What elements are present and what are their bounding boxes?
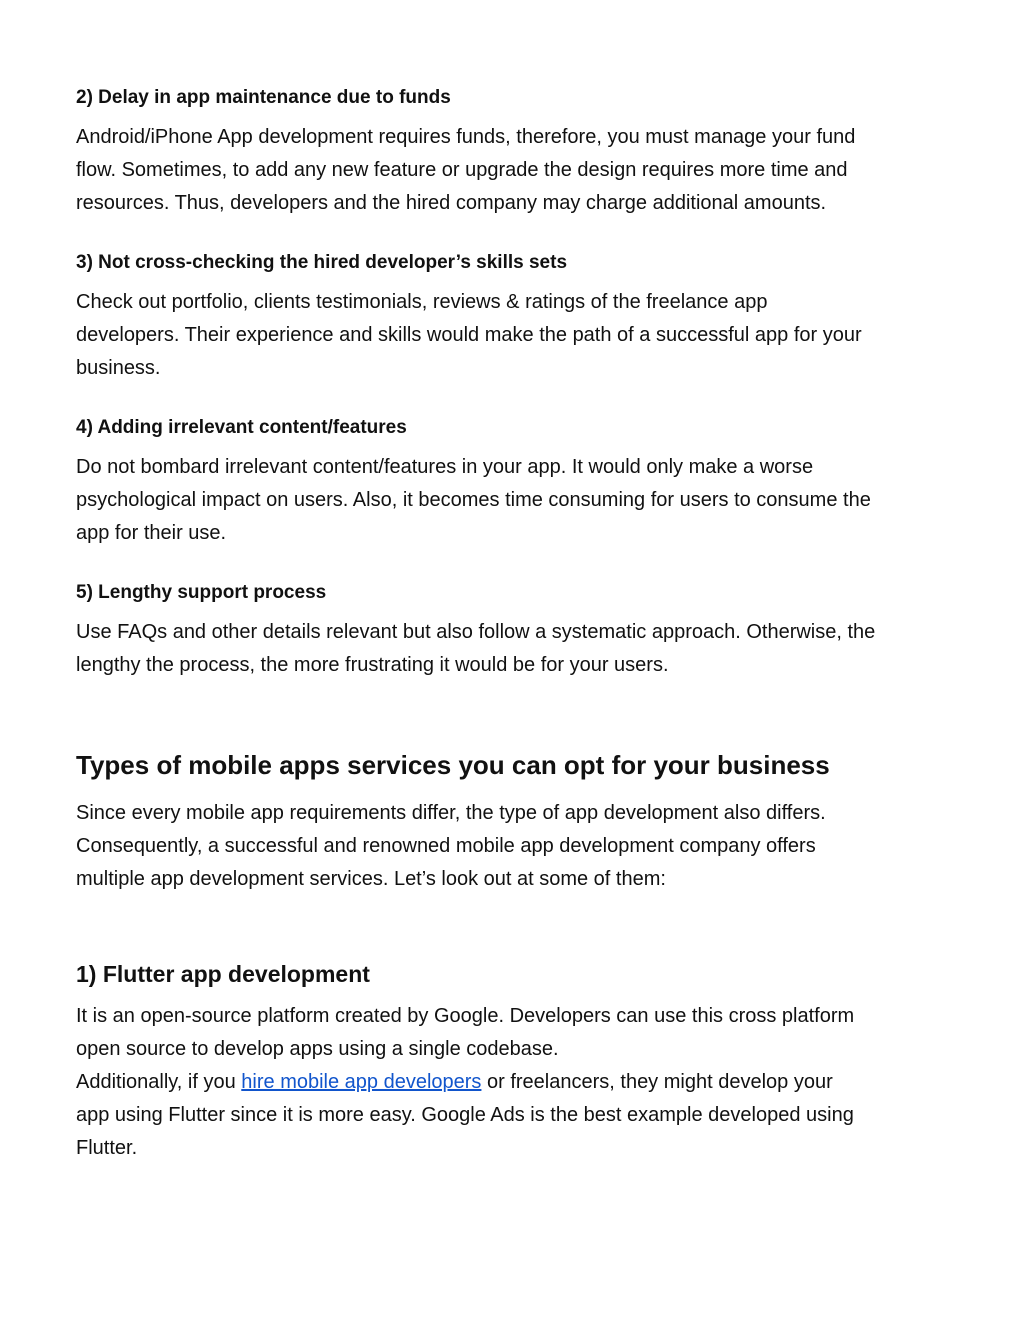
- body-line: Consequently, a successful and renowned mobile app development company offers: [76, 835, 816, 857]
- body-line: Since every mobile app requirements differ, the type of app development also differs.: [76, 802, 826, 824]
- inline-text: or freelancers, they might develop your: [481, 1071, 833, 1093]
- section-body-delay-maintenance: [76, 121, 946, 220]
- body-line: flow. Sometimes, to add any new feature or upgrade the design requires more time and: [76, 159, 848, 181]
- section-heading-cross-checking: 3) Not cross-checking the hired developer’s skills sets: [76, 252, 568, 273]
- body-line: Do not bombard irrelevant content/features in your app. It would only make a worse: [76, 456, 814, 478]
- body-line: It is an open-source platform created by Google. Developers can use this cross platform: [76, 1005, 855, 1027]
- flutter-body: [76, 1000, 946, 1165]
- section-heading-delay-maintenance: 2) Delay in app maintenance due to funds: [76, 87, 451, 108]
- body-line: lengthy the process, the more frustrating it would be for your users.: [76, 654, 669, 676]
- body-line: multiple app development services. Let’s look out at some of them:: [76, 868, 666, 890]
- section-heading-lengthy-support: 5) Lengthy support process: [76, 582, 327, 603]
- body-line: Flutter.: [76, 1137, 138, 1159]
- body-line: business.: [76, 357, 161, 379]
- inline-text: Additionally, if you: [76, 1071, 242, 1093]
- body-line: Use FAQs and other details relevant but also follow a systematic approach. Otherwise, the: [76, 621, 876, 643]
- body-line-with-link: [76, 1066, 946, 1099]
- body-line: resources. Thus, developers and the hired company may charge additional amounts.: [76, 192, 827, 214]
- section-body-irrelevant-content: [76, 451, 946, 550]
- flutter-heading: 1) Flutter app development: [76, 961, 370, 987]
- body-line: Check out portfolio, clients testimonials, reviews & ratings of the freelance app: [76, 291, 768, 313]
- body-line: psychological impact on users. Also, it becomes time consuming for users to consume the: [76, 489, 871, 511]
- hire-mobile-app-developers-link[interactable]: hire mobile app developers: [241, 1071, 482, 1093]
- types-heading: Types of mobile apps services you can opt for your business: [76, 750, 830, 780]
- body-line: open source to develop apps using a single codebase.: [76, 1038, 559, 1060]
- types-body: [76, 797, 946, 896]
- body-line: developers. Their experience and skills would make the path of a successful app for your: [76, 324, 862, 346]
- body-line: app for their use.: [76, 522, 227, 544]
- section-body-lengthy-support: [76, 616, 946, 682]
- section-body-cross-checking: [76, 286, 946, 385]
- body-line: Android/iPhone App development requires funds, therefore, you must manage your fund: [76, 126, 856, 148]
- section-heading-irrelevant-content: 4) Adding irrelevant content/features: [76, 417, 407, 438]
- body-line: app using Flutter since it is more easy. Google Ads is the best example developed using: [76, 1104, 854, 1126]
